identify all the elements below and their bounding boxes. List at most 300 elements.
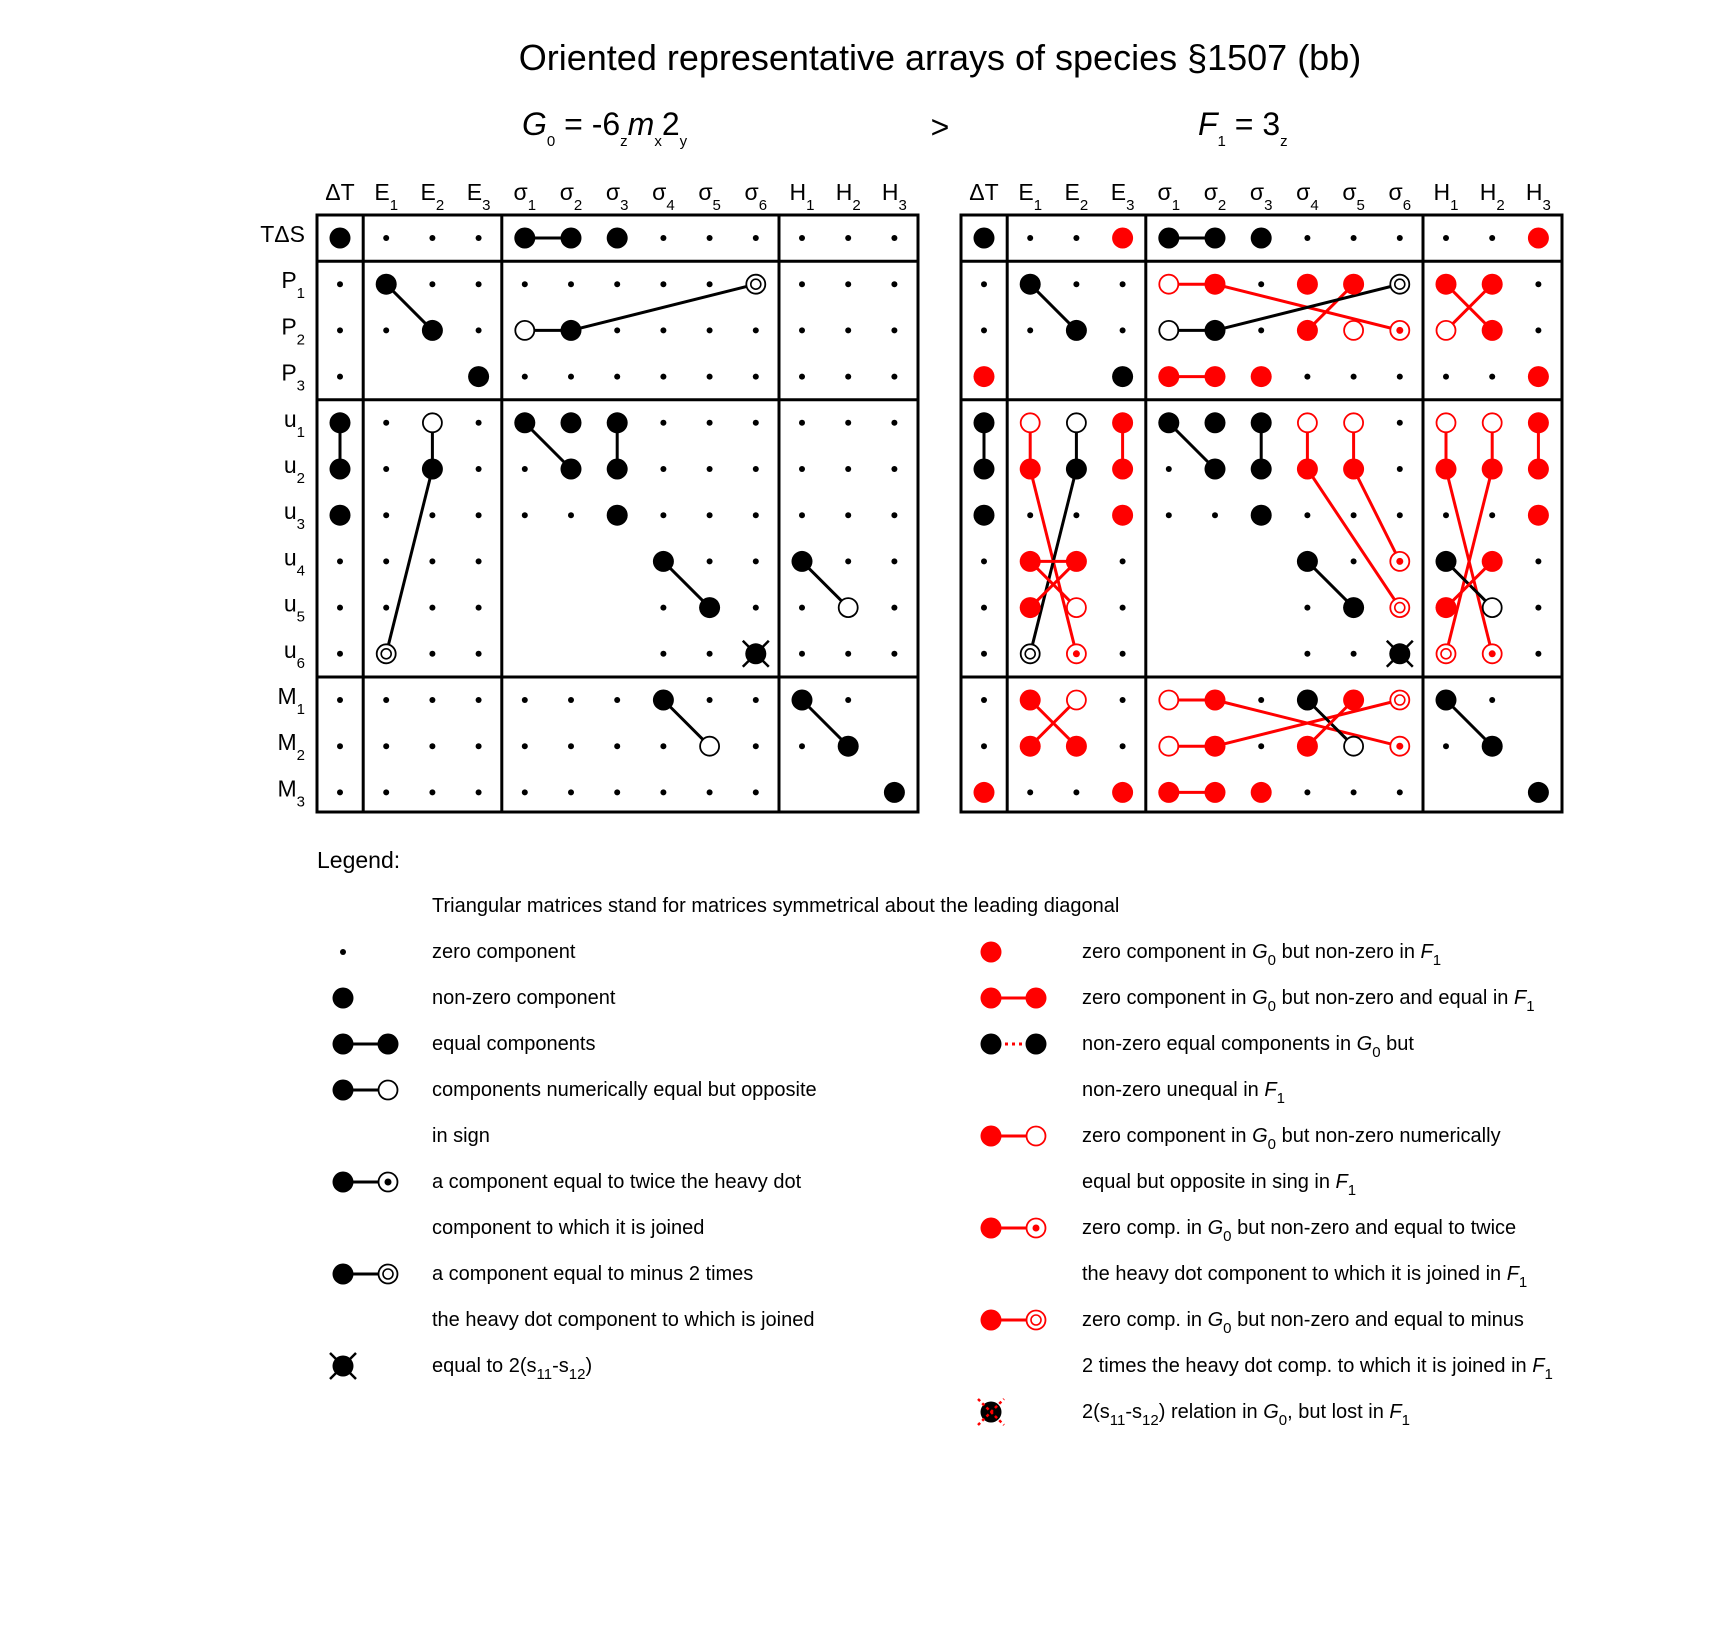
col-header-sub: 3 — [898, 197, 907, 214]
legend-symbol-red-filled-doublering — [981, 1310, 1046, 1331]
legend-text — [1082, 1125, 1501, 1153]
legend-plain: a component equal to twice the heavy dot — [432, 1171, 802, 1193]
right-matrix-col-header — [1434, 179, 1459, 214]
legend-plain: component to which it is joined — [432, 1217, 705, 1239]
legend-italic: F — [1513, 987, 1527, 1009]
row-header-sub: 2 — [296, 331, 305, 349]
zero-component-dot — [845, 651, 851, 657]
filled-dot — [330, 505, 351, 526]
zero-component-dot — [383, 558, 389, 564]
filled-dot — [1297, 551, 1318, 572]
zero-component-dot — [383, 789, 389, 795]
filled-dot — [1251, 459, 1272, 480]
legend-note: Triangular matrices stand for matrices symmetrical about the leading diagonal — [432, 895, 1120, 917]
double-ring — [1021, 644, 1040, 663]
legend-entry — [340, 941, 576, 963]
left-matrix-row-headers — [260, 221, 305, 810]
col-header-base: E — [466, 179, 483, 205]
legend-plain: ) — [585, 1355, 593, 1377]
zero-component-dot — [891, 374, 897, 380]
row-header-sub: 2 — [296, 747, 305, 765]
zero-component-dot — [1258, 281, 1264, 287]
legend-italic: G — [1207, 1309, 1224, 1331]
row-header-base: u — [283, 544, 297, 571]
legend-italic: F — [1420, 941, 1433, 963]
legend-entry — [333, 1263, 815, 1331]
row-header-base: M — [277, 775, 297, 802]
legend-subscript: 1 — [1347, 1182, 1357, 1199]
legend-entry — [333, 1171, 802, 1239]
left-matrix-col-header — [514, 179, 537, 214]
zero-component-dot — [891, 235, 897, 241]
legend-plain: components numerically equal but opposite — [432, 1079, 817, 1101]
filled-dot — [792, 690, 813, 711]
open-circle — [1067, 598, 1086, 617]
zero-component-dot — [660, 420, 666, 426]
col-header-sub: 2 — [573, 197, 583, 214]
zero-component-dot — [660, 789, 666, 795]
zero-component-dot — [707, 235, 713, 241]
filled-dot — [1020, 551, 1041, 572]
legend-plain: zero component in — [1082, 1125, 1253, 1147]
zero-component-dot — [799, 281, 805, 287]
zero-component-dot — [845, 420, 851, 426]
zero-component-dot — [707, 697, 713, 703]
filled-dot — [1436, 690, 1457, 711]
legend-text — [1082, 1263, 1527, 1291]
left-matrix-row-header — [284, 591, 305, 626]
double-ring — [1390, 691, 1409, 710]
legend-text — [1082, 1033, 1414, 1061]
double-ring — [1390, 598, 1409, 617]
legend-subscript: 0 — [1278, 1412, 1288, 1429]
filled-dot — [1026, 1034, 1047, 1055]
zero-component-dot — [1489, 697, 1495, 703]
legend-text — [432, 1171, 802, 1193]
filled-dot — [1343, 459, 1364, 480]
col-header-base: E — [420, 179, 436, 205]
legend-plain: but non-zero and equal in — [1276, 987, 1514, 1009]
filled-dot — [1436, 597, 1457, 618]
zero-component-dot — [660, 327, 666, 333]
filled-dot — [981, 1310, 1002, 1331]
filled-dot — [1528, 366, 1549, 387]
zero-component-dot — [476, 281, 482, 287]
zero-component-dot — [1397, 420, 1403, 426]
legend-symbol-crossed — [330, 1353, 356, 1379]
legend-plain: but — [1380, 1033, 1414, 1055]
legend-text — [1082, 941, 1441, 969]
legend-entry — [981, 1217, 1528, 1291]
legend-entry — [330, 1353, 592, 1383]
legend-plain: equal to 2(s — [432, 1355, 537, 1377]
col-header-base: H — [1479, 179, 1497, 205]
filled-dot — [1066, 459, 1087, 480]
legend-symbol-filled-filled — [333, 1034, 399, 1055]
legend-text — [1082, 1309, 1524, 1337]
component-link — [386, 469, 432, 654]
filled-dot — [1528, 782, 1549, 803]
filled-dot — [1297, 690, 1318, 711]
zero-component-dot — [383, 512, 389, 518]
row-header-base: P — [281, 313, 297, 340]
zero-component-dot — [845, 327, 851, 333]
zero-component-dot — [1304, 789, 1310, 795]
zero-component-dot — [1166, 466, 1172, 472]
filled-dot — [653, 690, 674, 711]
zero-component-dot — [337, 327, 343, 333]
zero-component-dot — [337, 281, 343, 287]
zero-component-dot — [383, 235, 389, 241]
filled-dot — [1112, 412, 1133, 433]
legend-subscript: 1 — [1526, 998, 1535, 1015]
filled-dot — [1482, 459, 1503, 480]
legend-subscript: 0 — [1223, 1228, 1232, 1245]
crossed-dot — [743, 641, 769, 667]
zero-component-dot — [799, 235, 805, 241]
zero-component-dot — [845, 558, 851, 564]
legend-text — [432, 987, 616, 1009]
zero-component-dot — [707, 420, 713, 426]
col-header-sub: 5 — [712, 197, 721, 214]
zero-component-dot — [1535, 605, 1541, 611]
zero-component-dot — [337, 789, 343, 795]
zero-component-dot — [383, 697, 389, 703]
legend-italic: G — [1252, 987, 1268, 1009]
filled-dot — [1482, 551, 1503, 572]
filled-dot — [1112, 505, 1133, 526]
filled-dot — [422, 320, 443, 341]
zero-component-dot — [1027, 512, 1033, 518]
filled-dot — [1066, 551, 1087, 572]
zero-component-dot — [1258, 743, 1264, 749]
zero-component-dot — [891, 327, 897, 333]
zero-component-dot — [568, 374, 574, 380]
filled-dot — [1251, 505, 1272, 526]
row-header-sub: 1 — [296, 285, 305, 303]
col-header-base: σ — [744, 179, 759, 205]
filled-dot — [333, 1034, 354, 1055]
zero-component-dot — [568, 743, 574, 749]
col-header-base: H — [881, 179, 899, 205]
crossed-dot — [1387, 641, 1413, 667]
crossed-dot — [330, 1353, 356, 1379]
legend-entry — [333, 1033, 596, 1055]
col-header-sub: 3 — [482, 197, 491, 214]
zero-component-dot — [522, 743, 528, 749]
zero-component-dot — [568, 789, 574, 795]
col-header-base: σ — [652, 179, 667, 205]
row-header-base: u — [283, 636, 297, 663]
dotted-ring — [1390, 552, 1409, 571]
right-matrix-col-header — [1111, 179, 1135, 214]
zero-component-dot — [707, 327, 713, 333]
zero-component-dot — [476, 512, 482, 518]
filled-dot — [333, 1080, 354, 1101]
legend-subscript: 0 — [1267, 952, 1277, 969]
filled-dot — [422, 459, 443, 480]
col-header-base: σ — [559, 179, 574, 205]
left-matrix-row-header — [277, 683, 305, 718]
filled-dot — [1112, 782, 1133, 803]
legend-subscript: 0 — [1372, 1044, 1381, 1061]
zero-component-dot — [799, 466, 805, 472]
filled-dot — [884, 782, 905, 803]
filled-dot — [1297, 736, 1318, 757]
legend-plain: but non-zero numerically — [1276, 1125, 1501, 1147]
zero-component-dot — [1351, 235, 1357, 241]
filled-dot — [561, 412, 582, 433]
legend-text — [1082, 1401, 1410, 1429]
legend-plain: zero component in — [1082, 941, 1253, 963]
zero-component-dot — [1397, 235, 1403, 241]
filled-dot — [1205, 366, 1226, 387]
col-header-base: E — [1018, 179, 1034, 205]
col-header-sub: 3 — [1542, 197, 1551, 214]
zero-component-dot — [1027, 789, 1033, 795]
zero-component-dot — [476, 605, 482, 611]
zero-component-dot — [614, 374, 620, 380]
zero-component-dot — [522, 697, 528, 703]
zero-component-dot — [429, 605, 435, 611]
filled-dot — [333, 1172, 354, 1193]
zero-component-dot — [1304, 235, 1310, 241]
zero-component-dot — [753, 420, 759, 426]
zero-component-dot — [1120, 651, 1126, 657]
filled-dot — [561, 459, 582, 480]
legend-left-column — [330, 941, 817, 1383]
right-matrix-col-header — [1526, 179, 1551, 214]
col-header-sub: 5 — [1356, 197, 1365, 214]
zero-component-dot — [891, 651, 897, 657]
zero-component-dot — [981, 605, 987, 611]
legend-italic: F — [1335, 1171, 1348, 1193]
right-matrix-col-header — [1204, 179, 1227, 214]
left-matrix-row-header — [281, 267, 305, 302]
filled-dot — [1020, 736, 1041, 757]
zero-component-dot — [660, 512, 666, 518]
filled-dot — [1205, 736, 1226, 757]
component-link — [1307, 469, 1399, 608]
right-matrix-col-header — [1250, 179, 1273, 214]
legend-plain: ) relation in — [1158, 1401, 1264, 1423]
col-header-base: σ — [1342, 179, 1357, 205]
zero-component-dot — [337, 651, 343, 657]
zero-component-dot — [1258, 697, 1264, 703]
legend-italic: G — [1252, 941, 1268, 963]
zero-component-dot — [707, 466, 713, 472]
legend-plain: the heavy dot component to which it is joined in — [1082, 1263, 1507, 1285]
col-header-sub: 2 — [435, 197, 445, 214]
zero-component-dot — [522, 512, 528, 518]
zero-component-dot — [660, 374, 666, 380]
legend-plain: 2(s — [1082, 1401, 1110, 1423]
zero-component-dot — [476, 789, 482, 795]
zero-component-dot — [660, 605, 666, 611]
zero-component-dot — [660, 281, 666, 287]
col-header-sub: 1 — [1033, 197, 1043, 214]
double-ring — [1437, 644, 1456, 663]
filled-dot — [330, 459, 351, 480]
legend-subscript: 1 — [1544, 1366, 1553, 1383]
zero-component-dot — [981, 327, 987, 333]
zero-component-dot — [1351, 558, 1357, 564]
legend-subscript: 1 — [1432, 952, 1442, 969]
legend-plain: -s — [552, 1355, 569, 1377]
zero-component-dot — [429, 512, 435, 518]
legend-symbol-red-filled-open — [981, 1126, 1046, 1147]
zero-component-dot — [660, 651, 666, 657]
zero-component-dot — [707, 651, 713, 657]
legend-entry — [333, 987, 616, 1009]
zero-component-dot — [1304, 605, 1310, 611]
filled-dot — [1343, 274, 1364, 295]
legend-text — [1082, 1355, 1553, 1383]
zero-component-dot — [522, 374, 528, 380]
filled-dot — [333, 1264, 354, 1285]
legend-subscript: 0 — [1223, 1320, 1232, 1337]
filled-dot — [1158, 228, 1179, 249]
left-matrix-col-header — [606, 179, 629, 214]
left-matrix-col-header — [467, 179, 491, 214]
legend-text — [432, 1217, 704, 1239]
filled-dot — [1251, 366, 1272, 387]
zero-component-dot — [1351, 789, 1357, 795]
zero-component-dot — [429, 235, 435, 241]
filled-dot — [561, 320, 582, 341]
col-header-sub: 3 — [1264, 197, 1273, 214]
zero-component-dot — [429, 743, 435, 749]
double-ring — [1027, 1311, 1046, 1330]
filled-dot — [333, 988, 354, 1009]
col-header-sub: 3 — [1126, 197, 1135, 214]
col-header-sub: 6 — [758, 197, 768, 214]
right-matrix-col-header — [1480, 179, 1505, 214]
zero-component-dot — [1443, 235, 1449, 241]
filled-dot — [1343, 690, 1364, 711]
legend-plain: but non-zero and equal to minus — [1231, 1309, 1524, 1331]
legend-italic: F — [1389, 1401, 1402, 1423]
legend-right-column — [978, 941, 1553, 1429]
legend-subscript: 12 — [568, 1366, 586, 1383]
zero-component-dot — [1120, 697, 1126, 703]
zero-component-dot — [891, 281, 897, 287]
open-circle — [1437, 413, 1456, 432]
filled-dot — [607, 228, 628, 249]
zero-component-dot — [799, 605, 805, 611]
zero-component-dot — [1073, 235, 1079, 241]
left-matrix-row-header — [277, 729, 305, 764]
zero-component-dot — [383, 605, 389, 611]
open-circle — [1344, 737, 1363, 756]
legend-subscript: 12 — [1142, 1412, 1159, 1429]
row-header-sub: 4 — [296, 562, 305, 580]
dotted-ring — [1390, 321, 1409, 340]
right-matrix-column-headers — [969, 179, 1551, 214]
row-header-sub: 3 — [296, 793, 305, 811]
legend-italic: G — [1356, 1033, 1373, 1055]
legend-entry — [981, 1033, 1415, 1107]
col-header-sub: 1 — [1450, 197, 1459, 214]
row-header-base: u — [283, 498, 297, 525]
double-ring — [377, 644, 396, 663]
zero-component-dot — [707, 374, 713, 380]
filled-dot — [1026, 988, 1047, 1009]
zero-component-dot — [1397, 374, 1403, 380]
filled-dot — [1436, 551, 1457, 572]
open-circle — [423, 413, 442, 432]
legend-italic: G — [1207, 1217, 1224, 1239]
filled-dot — [1297, 459, 1318, 480]
col-header-base: E — [374, 179, 390, 205]
zero-component-dot — [568, 512, 574, 518]
filled-dot — [1158, 412, 1179, 433]
zero-component-dot — [1351, 374, 1357, 380]
zero-component-dot — [429, 558, 435, 564]
filled-dot — [561, 228, 582, 249]
open-circle — [1159, 737, 1178, 756]
open-circle — [1483, 598, 1502, 617]
legend-heading: Legend: — [317, 847, 401, 873]
filled-dot — [1482, 274, 1503, 295]
zero-component-dot — [753, 512, 759, 518]
left-matrix-g0 — [260, 179, 918, 812]
right-matrix-col-header — [1296, 179, 1319, 214]
legend-symbol-filled-dotring — [333, 1172, 398, 1193]
zero-component-dot — [891, 420, 897, 426]
filled-dot — [1297, 320, 1318, 341]
zero-component-dot — [799, 374, 805, 380]
zero-component-dot — [476, 743, 482, 749]
filled-dot — [974, 505, 995, 526]
zero-component-dot — [1535, 281, 1541, 287]
legend-italic: F — [1532, 1355, 1545, 1377]
filled-dot — [1528, 228, 1549, 249]
zero-component-dot — [1120, 558, 1126, 564]
left-matrix-col-header — [790, 179, 815, 214]
left-matrix-col-header — [560, 179, 583, 214]
legend-plain: but non-zero and equal to twice — [1231, 1217, 1517, 1239]
zero-component-dot — [707, 512, 713, 518]
zero-component-dot — [1304, 651, 1310, 657]
zero-component-dot — [1212, 512, 1218, 518]
legend-plain: the heavy dot component to which is joined — [432, 1309, 815, 1331]
filled-dot — [1158, 782, 1179, 803]
row-header-sub: 2 — [296, 470, 305, 487]
zero-component-dot — [1489, 374, 1495, 380]
filled-dot — [653, 551, 674, 572]
col-header-base: σ — [1296, 179, 1311, 205]
zero-component-dot — [799, 743, 805, 749]
filled-dot — [1528, 505, 1549, 526]
legend-entry — [981, 1309, 1553, 1383]
col-header-base: σ — [698, 179, 713, 205]
left-matrix-row-header — [284, 452, 305, 487]
filled-dot — [974, 459, 995, 480]
zero-component-dot — [845, 235, 851, 241]
filled-dot — [330, 228, 351, 249]
legend-plain: in sign — [432, 1125, 490, 1147]
filled-dot — [1251, 412, 1272, 433]
filled-dot — [1020, 459, 1041, 480]
row-header-base: M — [277, 683, 297, 709]
zero-component-dot — [614, 743, 620, 749]
row-header-base: u — [283, 590, 297, 617]
zero-component-dot — [1489, 512, 1495, 518]
legend-text — [432, 1263, 753, 1285]
row-header-sub: 5 — [296, 608, 305, 626]
legend-plain: equal components — [432, 1033, 596, 1055]
